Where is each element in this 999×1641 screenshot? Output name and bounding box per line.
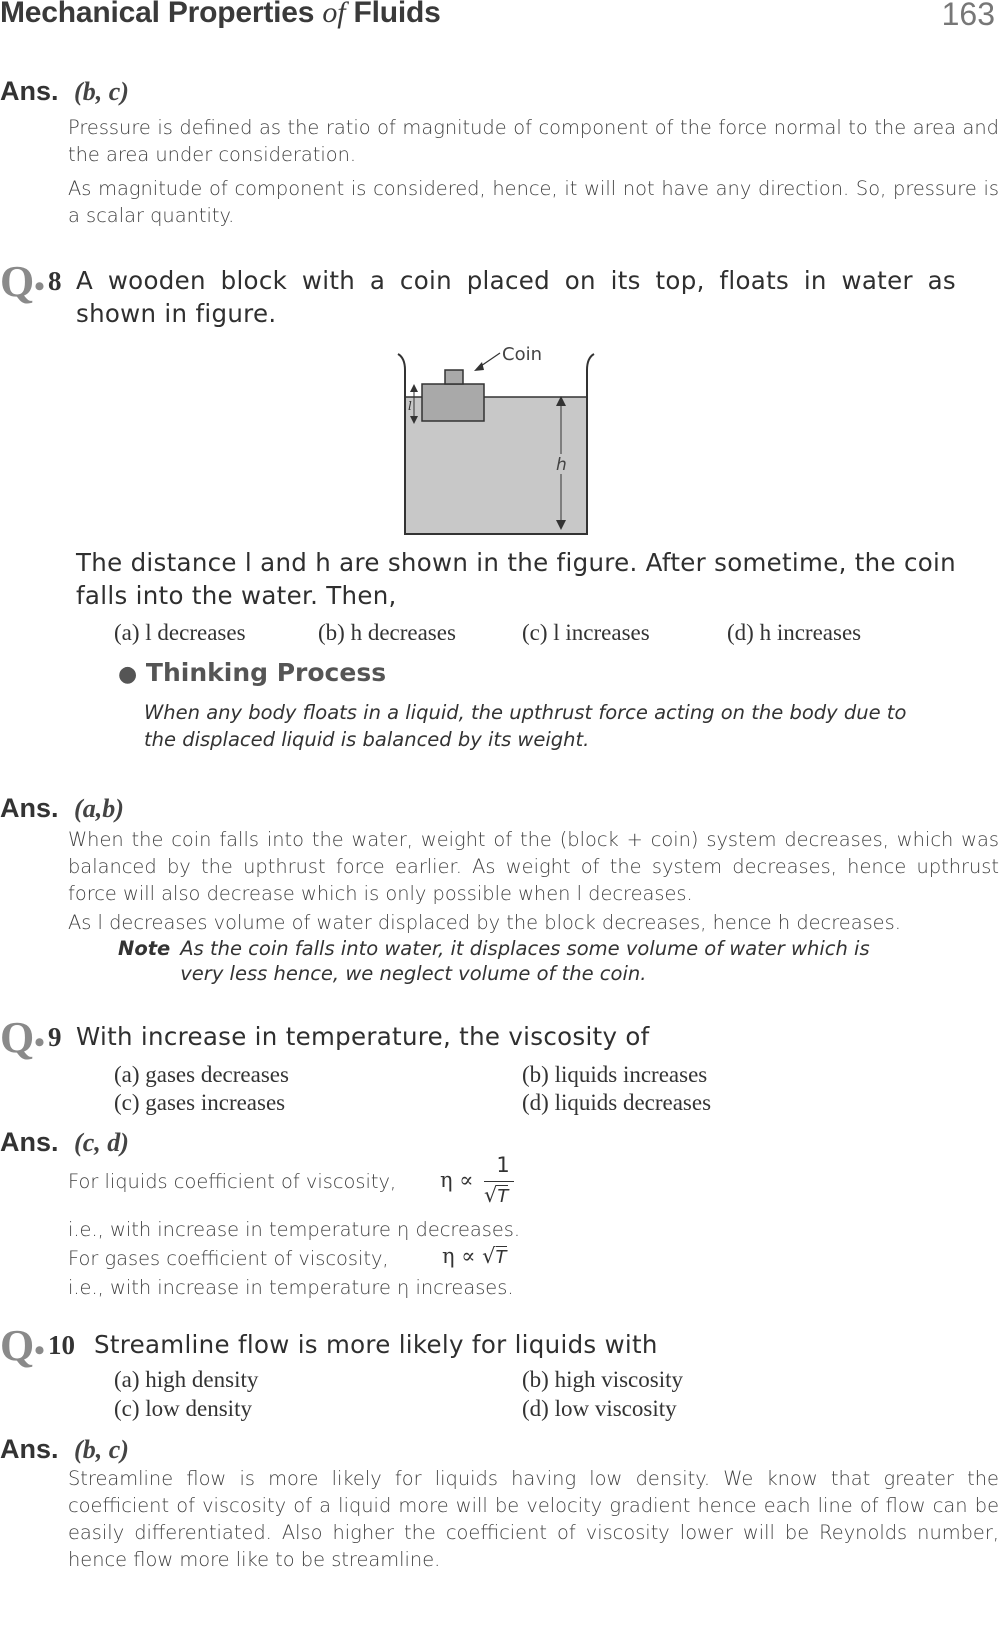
ans-label: Ans. <box>0 76 59 106</box>
question-mark-q9: Q• <box>0 1013 45 1062</box>
answer-body-q10 <box>68 1465 999 1573</box>
ans-label: Ans. <box>0 1434 59 1464</box>
sqrt-icon: √ <box>482 1244 496 1268</box>
question-number-q9: 9 <box>48 1022 62 1052</box>
q10-option-a: (a) high density <box>114 1367 259 1392</box>
ans-options-q7: (b, c) <box>74 77 129 106</box>
question-number-q8: 8 <box>48 266 62 296</box>
ans8-para1: When the coin falls into the water, weight of the (block + coin) system decreases, which was balanced by the upthrust force earlier. As weight of the system decreases, hence upthrust force will also decrease which is only possible when l decreases. <box>68 828 999 905</box>
question-text-q8-continued: The distance l and h are shown in the figure. After sometime, the coin falls into the water. Then, <box>76 548 956 610</box>
ans-options-q10: (b, c) <box>74 1435 129 1464</box>
coin-pointer-arrow <box>474 362 484 371</box>
ans-options-q8: (a,b) <box>74 794 124 823</box>
header-title-of: of <box>322 0 346 29</box>
fraction-bar <box>484 1181 514 1182</box>
ans9-line2: i.e., with increase in temperature η decreases. <box>68 1218 521 1241</box>
thinking-process-heading <box>118 658 386 687</box>
note-label: Note <box>118 937 171 960</box>
header-title-main: Mechanical Properties <box>0 0 315 29</box>
note-text: As the coin falls into water, it displaces some volume of water which is very less hence, we neglect volume of the coin. <box>180 937 870 985</box>
q10-option-c: (c) low density <box>114 1396 252 1421</box>
ans-options-q9: (c, d) <box>74 1128 129 1157</box>
ans7-para2: As magnitude of component is considered, hence, it will not have any direction. So, pressure is a scalar quantity. <box>68 177 999 227</box>
question-mark-q8: Q• <box>0 257 45 306</box>
answer-heading-q9 <box>0 1127 129 1158</box>
formula-numerator: 1 <box>496 1153 510 1177</box>
wooden-block <box>422 384 484 421</box>
q8-option-b: (b) h decreases <box>318 620 456 645</box>
header-title-end: Fluids <box>353 0 441 29</box>
thinking-process-title: Thinking Process <box>145 658 387 687</box>
ans9-line3: For gases coefficient of viscosity, <box>68 1247 389 1270</box>
page-header-title <box>0 0 441 30</box>
q10-option-d: (d) low viscosity <box>522 1396 677 1421</box>
formula-gas-viscosity: η ∝ √T <box>442 1244 507 1268</box>
ans7-para1: Pressure is defined as the ratio of magnitude of component of the force normal to the area and the area under consideration. <box>68 116 999 166</box>
answer-heading-q7 <box>0 76 129 107</box>
floating-block-figure <box>390 340 610 540</box>
thinking-process-text: When any body floats in a liquid, the upthrust force acting on the body due to the displaced liquid is balanced by its weight. <box>144 701 907 751</box>
ans9-line1: For liquids coefficient of viscosity, <box>68 1170 397 1193</box>
formula-liquid-viscosity <box>440 1168 473 1192</box>
q8-option-a: (a) l decreases <box>114 620 246 645</box>
l-label: l <box>408 399 412 413</box>
formula-denominator: √T <box>484 1183 509 1207</box>
ans8-para2: As l decreases volume of water displaced by the block decreases, hence h decreases. <box>68 911 901 934</box>
question-text-q10: Streamline flow is more likely for liquids with <box>94 1330 658 1359</box>
q9-option-a: (a) gases decreases <box>114 1062 289 1087</box>
ans9-line4: i.e., with increase in temperature η increases. <box>68 1276 514 1299</box>
q9-option-b: (b) liquids increases <box>522 1062 708 1087</box>
answer-body-q8 <box>68 826 999 936</box>
question-text-q9: With increase in temperature, the viscosity of <box>76 1022 650 1051</box>
l-arrow-up <box>410 384 418 392</box>
ans10-para1: Streamline flow is more likely for liquids having low density. We know that greater the coefficient of viscosity of a liquid more will be velocity gradient hence each line of flow can be easily differentiated. Also higher the coefficient of viscosity lower will be Reynolds number, hence flow more like to be streamline. <box>68 1467 999 1571</box>
answer-heading-q10 <box>0 1434 129 1465</box>
sqrt-icon: √ <box>484 1183 498 1207</box>
coin-label: Coin <box>502 344 542 365</box>
q10-option-b: (b) high viscosity <box>522 1367 683 1392</box>
q9-option-d: (d) liquids decreases <box>522 1090 712 1115</box>
q9-option-c: (c) gases increases <box>114 1090 286 1115</box>
formula2-eta: η ∝ <box>442 1244 476 1268</box>
q8-option-d: (d) h increases <box>727 620 862 645</box>
question-number-q10: 10 <box>48 1330 75 1360</box>
page-number: 163 <box>941 0 995 32</box>
question-text-q8: A wooden block with a coin placed on its top, floats in water as shown in figure. <box>76 266 956 328</box>
answer-body-q7 <box>68 114 999 229</box>
ans-label: Ans. <box>0 793 59 823</box>
ans-label: Ans. <box>0 1127 59 1157</box>
formula-eta: η ∝ <box>440 1168 474 1192</box>
coin <box>445 370 463 384</box>
question-mark-q10: Q• <box>0 1321 45 1370</box>
lightbulb-icon: ● <box>118 662 138 687</box>
answer-note-q8 <box>118 936 918 986</box>
q8-option-c: (c) l increases <box>522 620 650 645</box>
h-label: h <box>556 455 567 475</box>
answer-heading-q8 <box>0 793 124 824</box>
